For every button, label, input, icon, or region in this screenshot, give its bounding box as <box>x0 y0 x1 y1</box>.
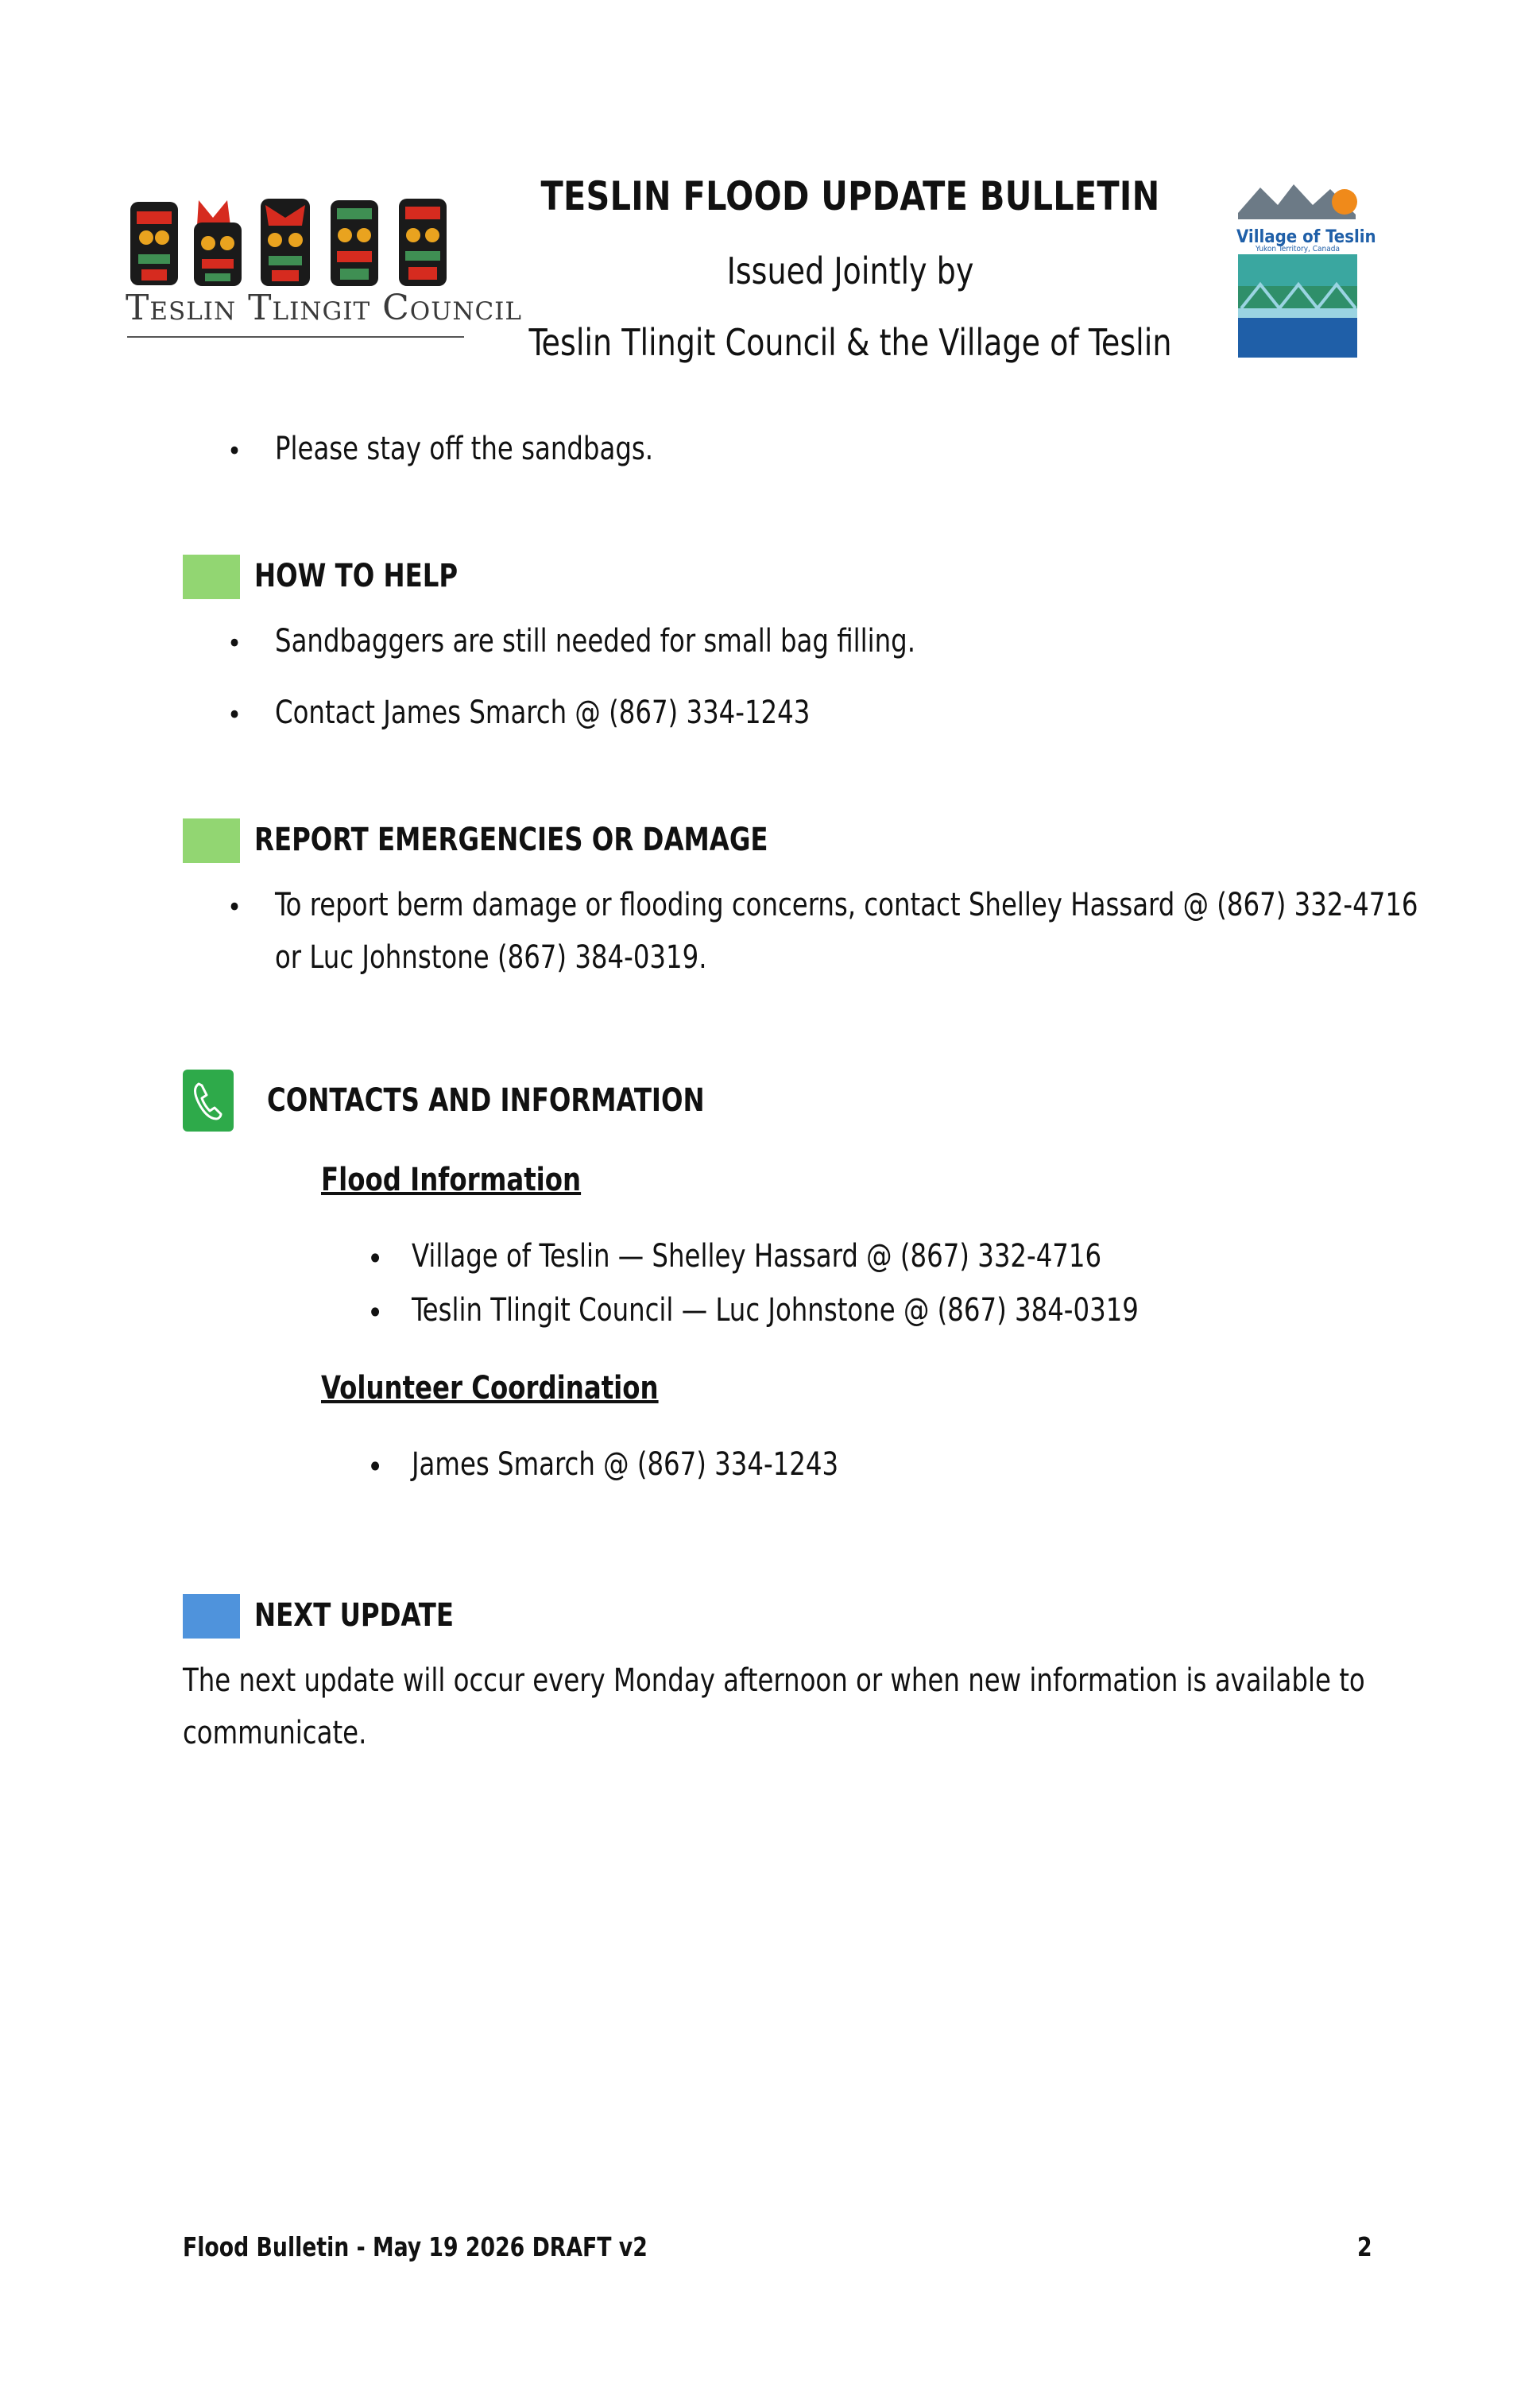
bullet-dot: • <box>227 699 242 731</box>
report-heading: REPORT EMERGENCIES OR DAMAGE <box>254 822 768 858</box>
bullet-dot: • <box>227 628 242 660</box>
next-update-line2: communicate. <box>183 1715 367 1751</box>
vot-logo-text: Village of Teslin <box>1236 227 1376 247</box>
how-to-help-heading: HOW TO HELP <box>254 558 459 594</box>
vot-logo-subtext: Yukon Territory, Canada <box>1255 245 1340 253</box>
phone-icon <box>183 1070 234 1132</box>
bullet-dot: • <box>367 1295 384 1330</box>
bullet-dot: • <box>367 1449 384 1484</box>
village-of-teslin-logo <box>1236 181 1376 361</box>
footer-document-label: Flood Bulletin - May 19 2026 DRAFT v2 <box>183 2231 648 2262</box>
report-bullet-line2: or Luc Johnstone (867) 384-0319. <box>275 939 707 976</box>
volunteer-contact: James Smarch @ (867) 334-1243 <box>412 1446 839 1483</box>
contacts-heading: CONTACTS AND INFORMATION <box>267 1082 705 1119</box>
help-bullet-2: Contact James Smarch @ (867) 334-1243 <box>275 695 811 731</box>
teslin-tlingit-council-logo <box>126 194 523 342</box>
next-update-line1: The next update will occur every Monday afternoon or when new information is available to <box>183 1662 1365 1699</box>
volunteer-coordination-title: Volunteer Coordination <box>321 1370 659 1406</box>
help-bullet-1: Sandbaggers are still needed for small bag filling. <box>275 623 916 660</box>
report-bullet-line1: To report berm damage or flooding concerns, contact Shelley Hassard @ (867) 332-4716 <box>275 887 1418 923</box>
bulletin-title: TESLIN FLOOD UPDATE BULLETIN <box>540 173 1160 219</box>
bullet-dot: • <box>227 892 242 923</box>
report-swatch <box>183 818 240 863</box>
next-update-swatch <box>183 1594 240 1639</box>
bullet-dot: • <box>367 1241 384 1276</box>
flood-info-contact-1: Village of Teslin — Shelley Hassard @ (867) 332-4716 <box>412 1238 1102 1275</box>
ttc-logo-text: Teslin Tlingit Council <box>126 288 523 328</box>
page-number: 2 <box>1357 2231 1372 2262</box>
how-to-help-swatch <box>183 555 240 599</box>
issuers-line: Teslin Tlingit Council & the Village of Teslin <box>528 321 1172 364</box>
bullet-dot: • <box>227 435 242 467</box>
next-update-heading: NEXT UPDATE <box>254 1597 455 1634</box>
intro-bullet-text: Please stay off the sandbags. <box>275 431 654 467</box>
issued-jointly-line: Issued Jointly by <box>726 250 974 292</box>
bridge-mountains-graphic <box>1236 181 1376 361</box>
flood-info-contact-2: Teslin Tlingit Council — Luc Johnstone @ (867) 384-0319 <box>412 1292 1139 1329</box>
flood-information-title: Flood Information <box>321 1162 582 1198</box>
